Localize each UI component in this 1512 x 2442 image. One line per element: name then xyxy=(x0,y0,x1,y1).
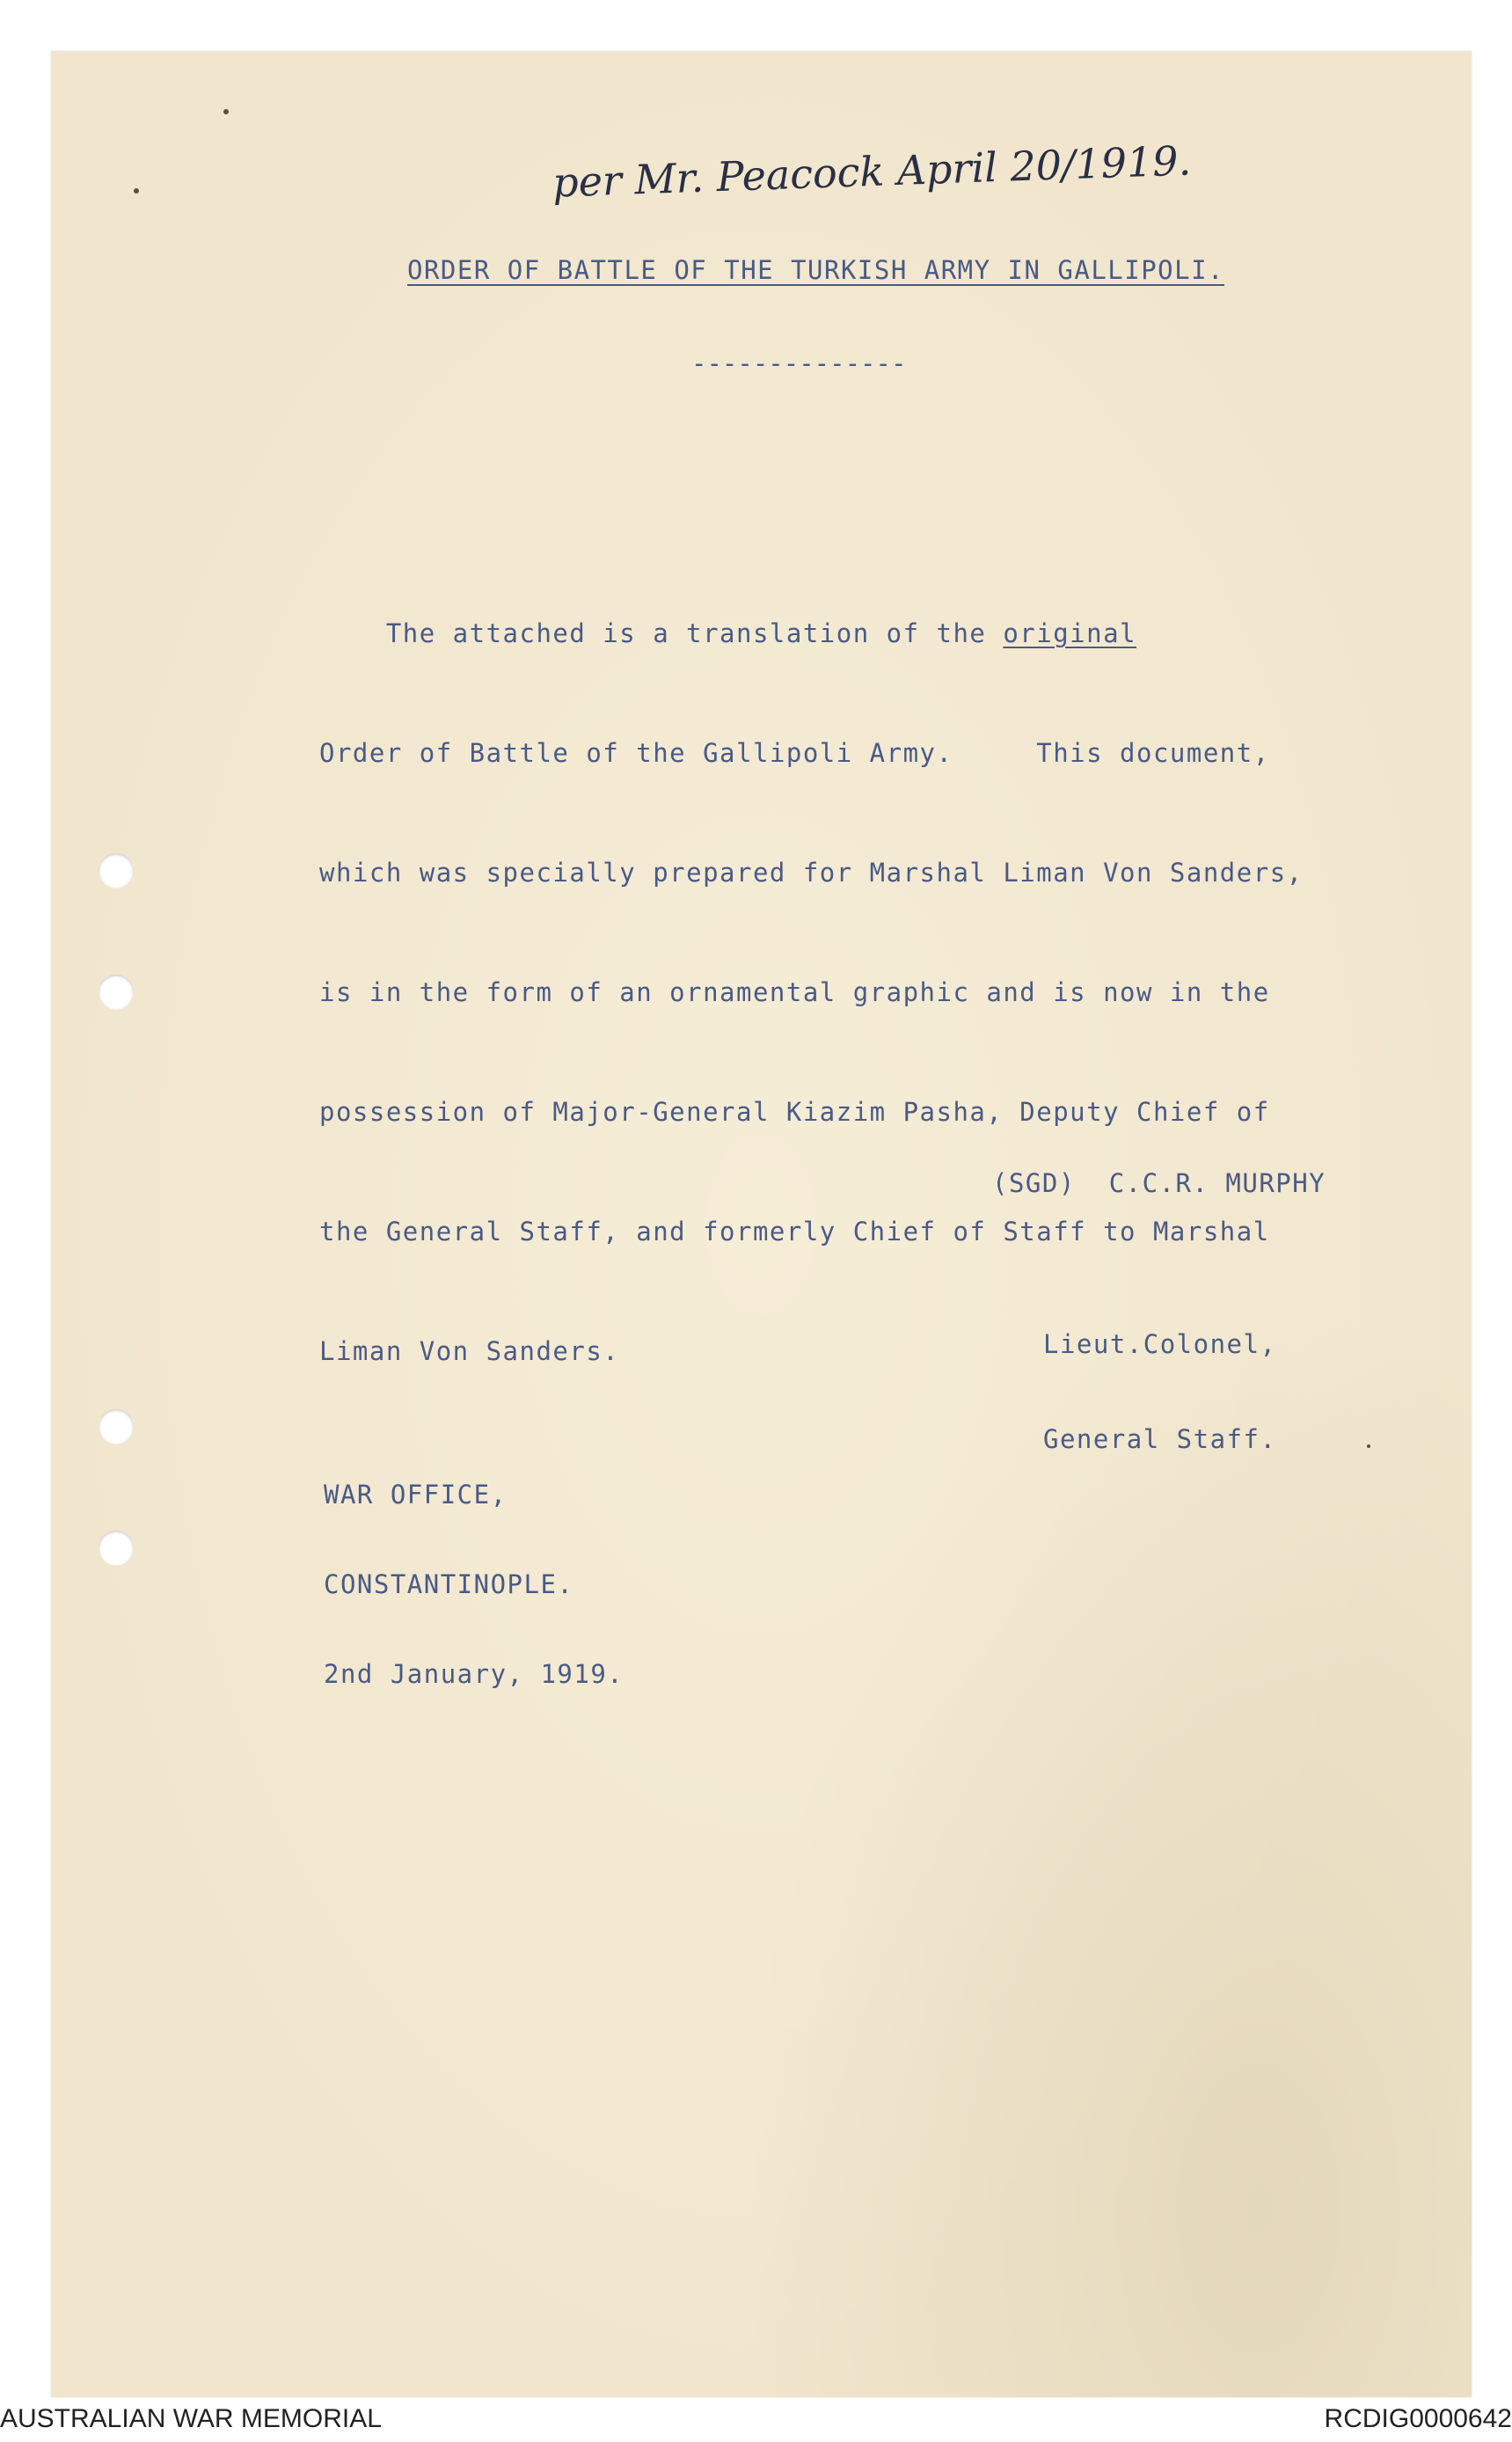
signature-rank-line-1: Lieut.Colonel, xyxy=(1043,1329,1277,1359)
footer-source-label: AUSTRALIAN WAR MEMORIAL xyxy=(0,2404,382,2433)
body-line-2: Order of Battle of the Gallipoli Army. This document, xyxy=(319,738,1270,768)
body-line-1 xyxy=(319,603,1304,663)
signature-name: (SGD) C.C.R. MURPHY xyxy=(992,1168,1326,1198)
paper-speck xyxy=(134,188,139,194)
office-line-1: WAR OFFICE, xyxy=(324,1480,508,1510)
paper-speck xyxy=(1367,1444,1370,1448)
document-title: ORDER OF BATTLE OF THE TURKISH ARMY IN GALLIPOLI. xyxy=(407,255,1225,285)
title-separator: -------------- xyxy=(691,348,907,378)
document-page xyxy=(51,51,1472,2397)
punch-hole xyxy=(99,853,134,888)
footer-image-id: RCDIG0000642 xyxy=(1324,2404,1512,2433)
body-line-4: is in the form of an ornamental graphic and is now in the xyxy=(319,977,1270,1007)
body-line-6: the General Staff, and formerly Chief of Staff to Marshal xyxy=(319,1217,1270,1247)
office-address xyxy=(324,1420,624,1749)
body-line-1-text: The attached is a translation of the xyxy=(319,618,1004,648)
body-line-7: Liman Von Sanders. xyxy=(319,1336,620,1366)
handwritten-note: per Mr. Peacock April 20/1919. xyxy=(551,136,1192,207)
punch-hole xyxy=(99,1409,134,1444)
underlined-word-original: original xyxy=(1003,618,1137,648)
office-line-2: CONSTANTINOPLE. xyxy=(324,1569,574,1599)
signature-rank-line-2: General Staff. xyxy=(1043,1424,1277,1454)
punch-hole xyxy=(99,975,134,1010)
punch-hole xyxy=(99,1531,134,1566)
office-date: 2nd January, 1919. xyxy=(324,1659,625,1689)
body-line-3: which was specially prepared for Marshal Liman Von Sanders, xyxy=(319,858,1304,888)
paper-speck xyxy=(223,109,229,114)
body-line-5: possession of Major-General Kiazim Pasha, Deputy Chief of xyxy=(319,1097,1270,1127)
signature-rank xyxy=(1043,1265,1276,1518)
